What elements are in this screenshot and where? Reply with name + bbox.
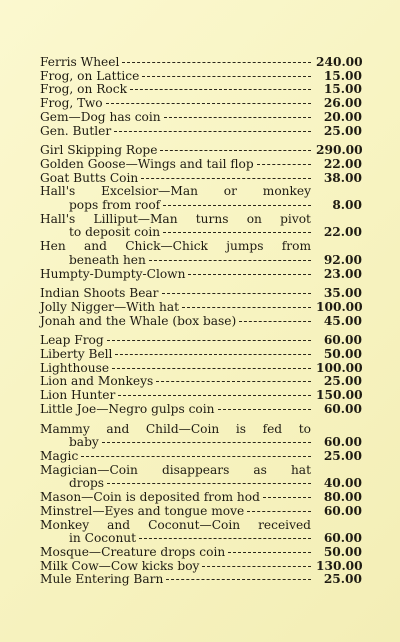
description-word: on [246, 211, 262, 226]
entry-price: 25.00 [323, 572, 362, 587]
description-word: Coconut—Coin [148, 517, 241, 532]
price-entry [40, 334, 362, 348]
dot-leader [139, 538, 311, 539]
entry-price: 60.00 [323, 435, 362, 450]
entry-description-line [40, 519, 362, 533]
entry-price: 80.00 [323, 490, 362, 505]
dot-leader [141, 178, 311, 179]
price-entry [40, 375, 362, 389]
dot-leader [122, 62, 311, 63]
description-word: or [223, 184, 237, 199]
dot-leader [247, 511, 311, 512]
price-entry [40, 287, 362, 301]
price-entry [40, 111, 362, 125]
entry-price: 20.00 [323, 109, 362, 124]
entry-price: 60.00 [323, 531, 362, 546]
description-word: to [298, 421, 311, 436]
dot-leader [106, 103, 311, 104]
entry-name: pops from roof [69, 198, 161, 213]
entry-name: Mason—Coin is deposited from hod [40, 490, 260, 505]
dot-leader [188, 274, 311, 275]
price-entry [40, 185, 362, 212]
price-entry [40, 403, 362, 417]
entry-price: 35.00 [323, 286, 362, 301]
price-list [40, 56, 362, 593]
price-entry [40, 240, 362, 267]
entry-price: 50.00 [323, 544, 362, 559]
entry-name: Jolly Nigger—With hat [40, 299, 180, 314]
entry-price: 60.00 [323, 401, 362, 416]
description-word: Lilliput—Man [93, 211, 178, 226]
dot-leader [218, 409, 312, 410]
entry-name: Lion Hunter [40, 388, 116, 403]
entry-price: 15.00 [323, 68, 362, 83]
price-entry [40, 301, 362, 315]
price-entry [40, 83, 362, 97]
description-word: as [253, 462, 267, 477]
dot-leader [81, 456, 311, 457]
entry-price: 92.00 [323, 252, 362, 267]
entry-description-line [40, 213, 362, 227]
entry-name: Frog, Two [40, 96, 103, 111]
entry-description-line [40, 240, 362, 254]
description-word: Monkey [40, 517, 90, 532]
description-word: and [107, 517, 131, 532]
entry-name: in Coconut [69, 531, 137, 546]
description-word: monkey [262, 184, 311, 199]
entry-name: Frog, on Lattice [40, 68, 140, 83]
price-entry [40, 348, 362, 362]
entry-price: 60.00 [323, 503, 362, 518]
entry-price: 100.00 [316, 299, 363, 314]
description-word: turns [195, 211, 229, 226]
entry-name: Ferris Wheel [40, 55, 120, 69]
entry-price: 26.00 [323, 96, 362, 111]
entry-name: Indian Shoots Bear [40, 286, 159, 301]
price-entry [40, 97, 362, 111]
price-entry [40, 450, 362, 464]
price-entry [40, 315, 362, 329]
price-group [40, 287, 362, 328]
entry-name: Gen. Butler [40, 123, 112, 138]
price-entry [40, 268, 362, 282]
price-entry [40, 519, 362, 546]
price-entry [40, 560, 362, 574]
dot-leader [142, 76, 311, 77]
dot-leader [163, 232, 311, 233]
entry-price: 40.00 [323, 476, 362, 491]
dot-leader [202, 566, 311, 567]
dot-leader [182, 307, 311, 308]
price-entry [40, 491, 362, 505]
entry-price: 38.00 [323, 170, 362, 185]
entry-name: Goat Butts Coin [40, 170, 139, 185]
description-word: disappears [161, 462, 230, 477]
entry-price: 50.00 [323, 347, 362, 362]
description-word: Mammy [40, 421, 90, 436]
dot-leader [107, 483, 311, 484]
entry-name: Humpty-Dumpty-Clown [40, 266, 186, 281]
description-word: Magician—Coin [40, 462, 138, 477]
description-word: hat [290, 462, 311, 477]
price-entry [40, 362, 362, 376]
description-word: and [106, 421, 130, 436]
dot-leader [149, 260, 311, 261]
dot-leader [118, 395, 311, 396]
description-word: Child—Coin [145, 421, 220, 436]
description-word: Hall's [40, 184, 76, 199]
entry-name: Frog, on Rock [40, 82, 127, 97]
dot-leader [162, 293, 311, 294]
entry-name: Minstrel—Eyes and tongue move [40, 503, 245, 518]
dot-leader [115, 354, 311, 355]
dot-leader [102, 442, 311, 443]
description-word: received [258, 517, 311, 532]
dot-leader [156, 381, 311, 382]
dot-leader [263, 497, 311, 498]
price-entry [40, 70, 362, 84]
entry-price: 240.00 [316, 55, 363, 69]
entry-price: 22.00 [323, 156, 362, 171]
price-entry [40, 423, 362, 450]
entry-description-line [40, 464, 362, 478]
description-word: jumps [226, 239, 264, 254]
entry-name: Lighthouse [40, 360, 110, 375]
dot-leader [239, 321, 311, 322]
price-entry [40, 172, 362, 186]
dot-leader [166, 579, 311, 580]
entry-name: Girl Skipping Rope [40, 143, 158, 158]
description-word: Excelsior—Man [101, 184, 198, 199]
entry-description-line [40, 185, 362, 199]
description-word: and [83, 239, 107, 254]
price-entry [40, 213, 362, 240]
entry-price: 60.00 [323, 333, 362, 348]
price-entry [40, 464, 362, 491]
dot-leader [228, 552, 311, 553]
entry-description-line [40, 423, 362, 437]
description-word: is [235, 421, 246, 436]
entry-price: 8.00 [332, 198, 362, 213]
entry-name: beneath hen [69, 252, 146, 267]
entry-name: baby [69, 435, 99, 450]
description-word: pivot [280, 211, 311, 226]
dot-leader [107, 340, 311, 341]
entry-name: to deposit coin [69, 225, 161, 240]
description-word: from [281, 239, 311, 254]
price-group [40, 334, 362, 416]
dot-leader [160, 150, 311, 151]
entry-name: Liberty Bell [40, 347, 113, 362]
dot-leader [112, 368, 311, 369]
entry-price: 22.00 [323, 225, 362, 240]
price-entry [40, 546, 362, 560]
entry-name: Little Joe—Negro gulps coin [40, 401, 215, 416]
entry-price: 130.00 [316, 558, 363, 573]
dot-leader [114, 131, 311, 132]
dot-leader [163, 205, 311, 206]
dot-leader [130, 89, 311, 90]
description-word: Hall's [40, 211, 76, 226]
entry-name: Golden Goose—Wings and tail flop [40, 156, 254, 171]
description-word: Chick—Chick [125, 239, 208, 254]
entry-price: 25.00 [323, 123, 362, 138]
entry-name: Mule Entering Barn [40, 572, 164, 587]
entry-price: 290.00 [316, 143, 363, 158]
price-entry [40, 144, 362, 158]
entry-price: 25.00 [323, 374, 362, 389]
entry-name: Magic [40, 448, 79, 463]
price-entry [40, 573, 362, 587]
entry-price: 150.00 [316, 388, 363, 403]
dot-leader [164, 117, 311, 118]
entry-name: drops [69, 476, 105, 491]
entry-price: 100.00 [316, 360, 363, 375]
description-word: Hen [40, 239, 66, 254]
entry-price: 25.00 [323, 448, 362, 463]
price-entry [40, 505, 362, 519]
entry-price: 23.00 [323, 266, 362, 281]
entry-price: 15.00 [323, 82, 362, 97]
entry-name: Mosque—Creature drops coin [40, 544, 226, 559]
entry-name: Lion and Monkeys [40, 374, 154, 389]
price-entry [40, 158, 362, 172]
entry-name: Jonah and the Whale (box base) [40, 313, 237, 328]
entry-name: Leap Frog [40, 333, 104, 348]
price-entry [40, 389, 362, 403]
price-entry [40, 125, 362, 139]
entry-name: Gem—Dog has coin [40, 109, 161, 124]
price-group [40, 144, 362, 281]
entry-price: 45.00 [323, 313, 362, 328]
entry-name: Milk Cow—Cow kicks boy [40, 558, 200, 573]
dot-leader [257, 164, 311, 165]
price-entry [40, 56, 362, 70]
description-word: fed [262, 421, 283, 436]
price-group [40, 56, 362, 138]
price-group [40, 423, 362, 587]
